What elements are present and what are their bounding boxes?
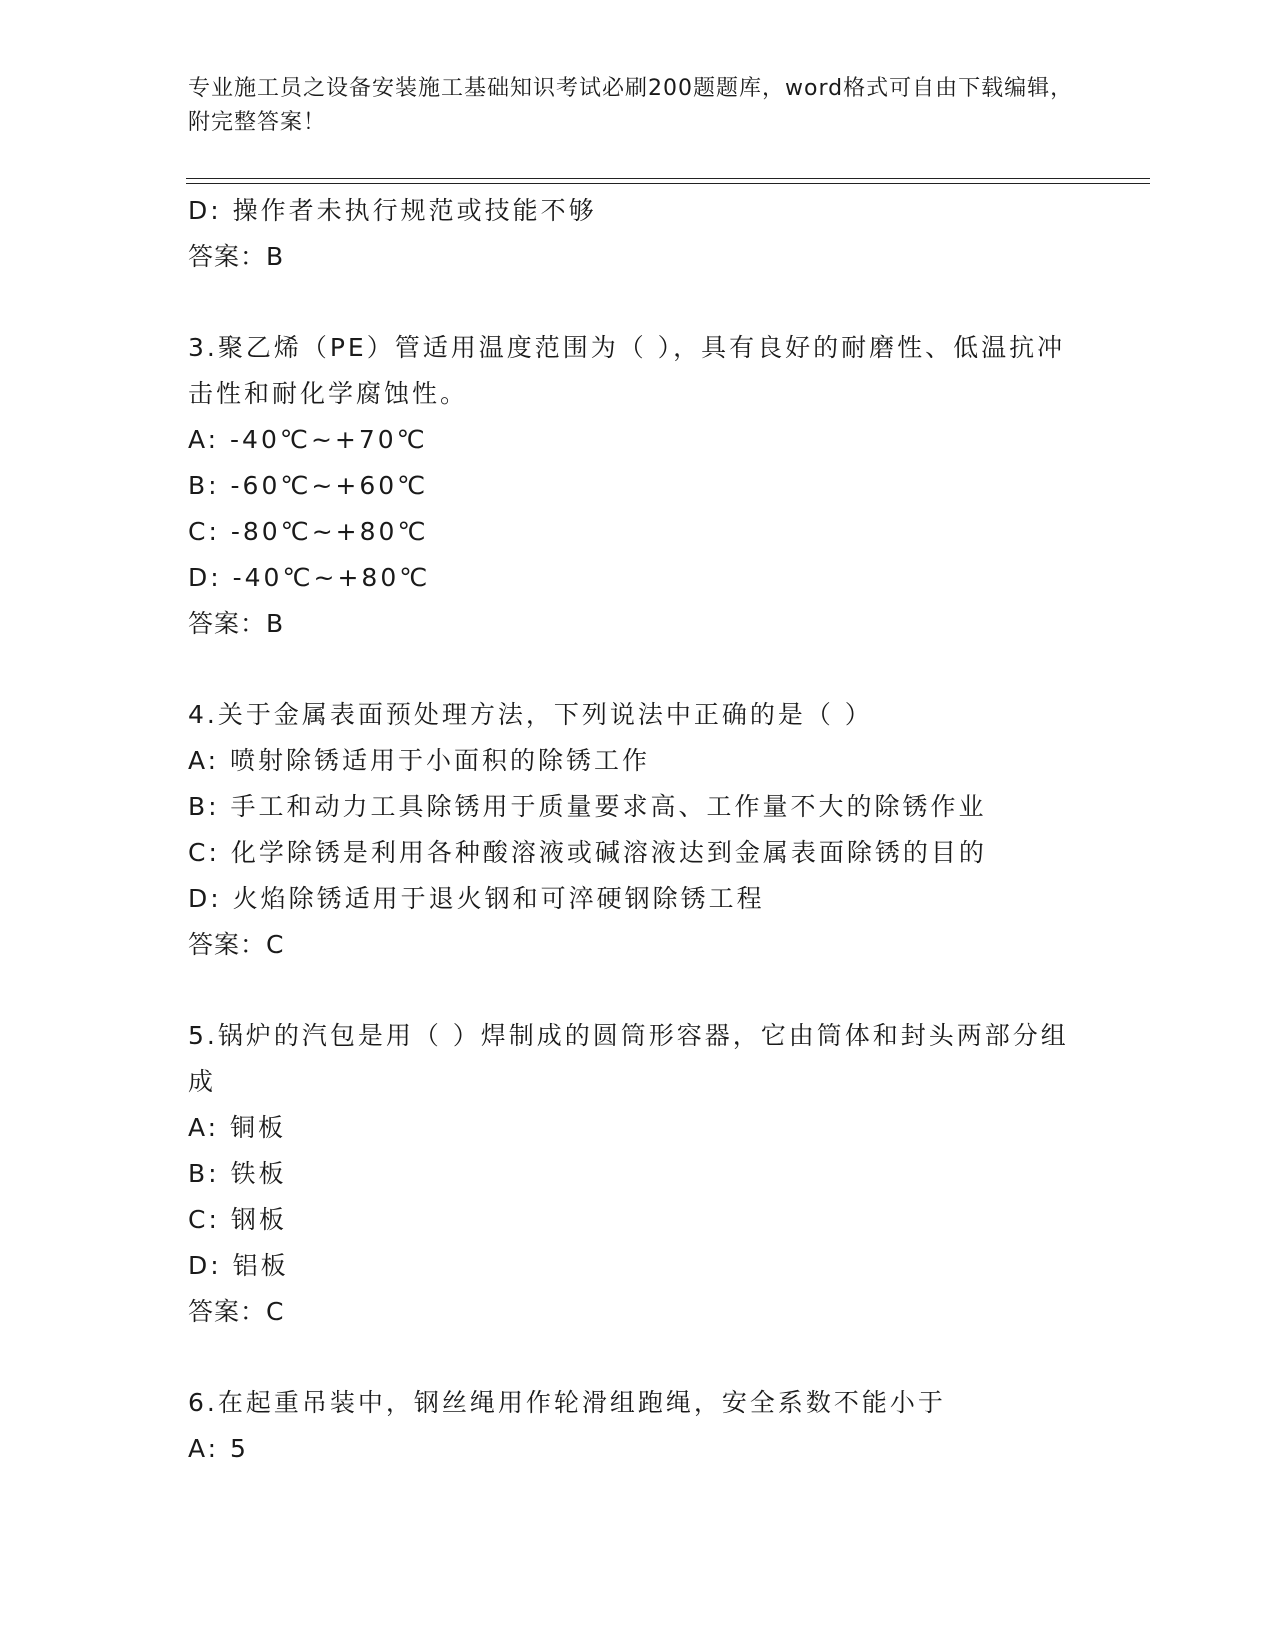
question-3 bbox=[188, 325, 1088, 647]
question-list bbox=[188, 188, 1088, 1472]
header-rule-bottom bbox=[186, 183, 1150, 184]
option-a: A: -40℃~+70℃ bbox=[188, 425, 428, 454]
option-d: D: 铝板 bbox=[188, 1251, 289, 1280]
answer-line: 答案：B bbox=[188, 242, 285, 271]
option-d: D: 操作者未执行规范或技能不够 bbox=[188, 196, 597, 225]
answer-line: 答案：C bbox=[188, 930, 285, 959]
question-stem: 6.在起重吊装中，钢丝绳用作轮滑组跑绳，安全系数不能小于 bbox=[188, 1388, 946, 1417]
option-c: C: -80℃~+80℃ bbox=[188, 517, 429, 546]
question-4 bbox=[188, 692, 1088, 968]
header-rule-top bbox=[186, 178, 1150, 179]
question-stem: 4.关于金属表面预处理方法，下列说法中正确的是（ ） bbox=[188, 700, 873, 729]
question-6 bbox=[188, 1380, 1088, 1472]
page-header: 专业施工员之设备安装施工基础知识考试必刷200题题库，word格式可自由下载编辑，附完整答案！ bbox=[188, 76, 1074, 135]
option-b: B: -60℃~+60℃ bbox=[188, 471, 429, 500]
answer-line: 答案：B bbox=[188, 609, 285, 638]
option-b: B: 铁板 bbox=[188, 1159, 287, 1188]
question-5 bbox=[188, 1013, 1088, 1335]
option-d: D: 火焰除锈适用于退火钢和可淬硬钢除锈工程 bbox=[188, 884, 765, 913]
question-stem: 3.聚乙烯（PE）管适用温度范围为（ ），具有良好的耐磨性、低温抗冲击性和耐化学腐蚀性。 bbox=[188, 333, 1066, 408]
answer-line: 答案：C bbox=[188, 1297, 285, 1326]
option-c: C: 化学除锈是利用各种酸溶液或碱溶液达到金属表面除锈的目的 bbox=[188, 838, 987, 867]
option-d: D: -40℃~+80℃ bbox=[188, 563, 431, 592]
option-a: A: 铜板 bbox=[188, 1113, 287, 1142]
option-a: A: 5 bbox=[188, 1434, 249, 1463]
question-stem: 5.锅炉的汽包是用（ ）焊制成的圆筒形容器，它由筒体和封头两部分组成 bbox=[188, 1021, 1069, 1096]
option-c: C: 钢板 bbox=[188, 1205, 287, 1234]
option-b: B: 手工和动力工具除锈用于质量要求高、工作量不大的除锈作业 bbox=[188, 792, 987, 821]
option-a: A: 喷射除锈适用于小面积的除锈工作 bbox=[188, 746, 651, 775]
